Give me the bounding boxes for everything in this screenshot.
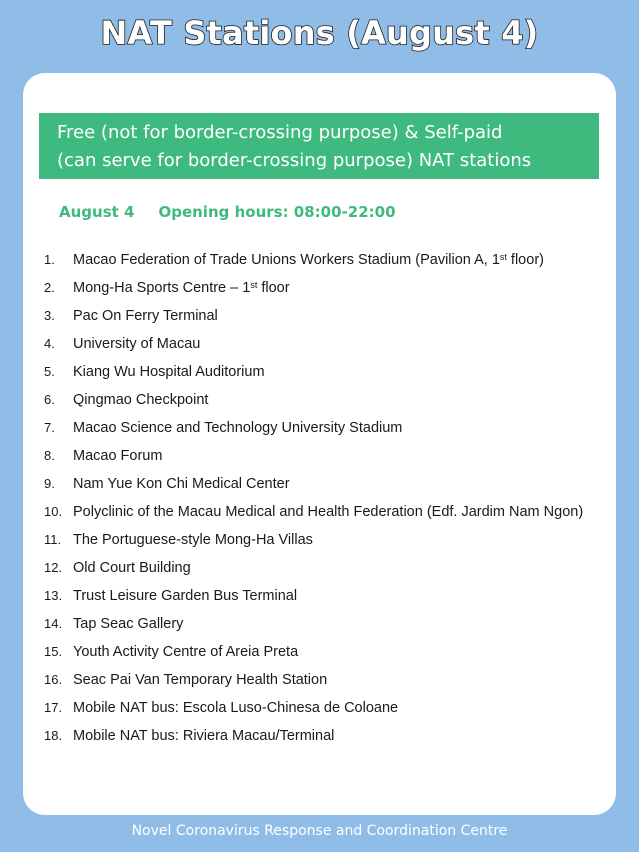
page-title: NAT Stations (August 4) <box>100 14 539 52</box>
station-item <box>23 251 616 269</box>
banner-line-1: Free (not for border-crossing purpose) & Self-paid <box>57 122 503 143</box>
station-name: Macao Forum <box>73 448 163 464</box>
station-number: 9. <box>44 476 55 491</box>
ordinal-suffix: st <box>499 252 507 262</box>
footer-credit: Novel Coronavirus Response and Coordination Centre <box>131 823 508 839</box>
station-item <box>23 391 616 409</box>
station-item <box>23 559 616 577</box>
station-number: 1. <box>44 252 55 267</box>
category-banner <box>39 113 599 179</box>
station-name: Qingmao Checkpoint <box>73 392 209 408</box>
station-number: 15. <box>44 644 63 659</box>
station-number: 11. <box>44 532 62 547</box>
station-name-suffix: floor) <box>506 252 544 268</box>
station-name: University of Macau <box>73 336 201 352</box>
station-item <box>23 503 616 521</box>
station-number: 6. <box>44 392 55 407</box>
station-item <box>23 727 616 745</box>
station-name: Macao Federation of Trade Unions Workers Stadium (Pavilion A, 1 <box>73 252 500 268</box>
station-number: 4. <box>44 336 55 351</box>
station-name: Tap Seac Gallery <box>73 616 184 632</box>
station-item <box>23 279 616 297</box>
station-item <box>23 307 616 325</box>
station-name: Trust Leisure Garden Bus Terminal <box>73 588 298 604</box>
content-card <box>23 73 616 815</box>
station-number: 18. <box>44 728 63 743</box>
station-name: Mobile NAT bus: Escola Luso-Chinesa de Coloane <box>73 700 399 716</box>
opening-hours: Opening hours: 08:00-22:00 <box>158 203 396 221</box>
station-number: 7. <box>44 420 55 435</box>
station-number: 14. <box>44 616 63 631</box>
ordinal-suffix: st <box>250 280 258 290</box>
date-hours-line <box>59 203 396 221</box>
station-name-suffix: floor <box>257 280 290 296</box>
station-name: Macao Science and Technology University Stadium <box>73 420 403 436</box>
station-name: Polyclinic of the Macau Medical and Health Federation (Edf. Jardim Nam Ngon) <box>73 504 584 520</box>
station-name: Youth Activity Centre of Areia Preta <box>73 644 299 660</box>
station-number: 12. <box>44 560 63 575</box>
station-name: Seac Pai Van Temporary Health Station <box>73 672 328 688</box>
station-number: 13. <box>44 588 63 603</box>
station-item <box>23 615 616 633</box>
station-item <box>23 447 616 465</box>
station-number: 16. <box>44 672 63 687</box>
station-list <box>23 251 616 755</box>
banner-line-2: (can serve for border-crossing purpose) NAT stations <box>57 150 532 171</box>
station-name: Nam Yue Kon Chi Medical Center <box>73 476 290 492</box>
station-item <box>23 671 616 689</box>
station-item <box>23 643 616 661</box>
station-name: The Portuguese-style Mong-Ha Villas <box>73 532 313 548</box>
station-number: 3. <box>44 308 55 323</box>
station-item <box>23 531 616 549</box>
station-name: Pac On Ferry Terminal <box>73 308 218 324</box>
station-name: Mong-Ha Sports Centre – 1 <box>73 280 251 296</box>
station-number: 10. <box>44 504 63 519</box>
station-item <box>23 419 616 437</box>
station-name: Mobile NAT bus: Riviera Macau/Terminal <box>73 728 335 744</box>
station-item <box>23 699 616 717</box>
station-item <box>23 335 616 353</box>
station-item <box>23 475 616 493</box>
station-item <box>23 587 616 605</box>
station-number: 8. <box>44 448 55 463</box>
date-label: August 4 <box>59 203 135 221</box>
station-name: Kiang Wu Hospital Auditorium <box>73 364 265 380</box>
station-number: 17. <box>44 700 63 715</box>
station-number: 2. <box>44 280 55 295</box>
station-number: 5. <box>44 364 55 379</box>
station-name: Old Court Building <box>73 560 191 576</box>
station-item <box>23 363 616 381</box>
